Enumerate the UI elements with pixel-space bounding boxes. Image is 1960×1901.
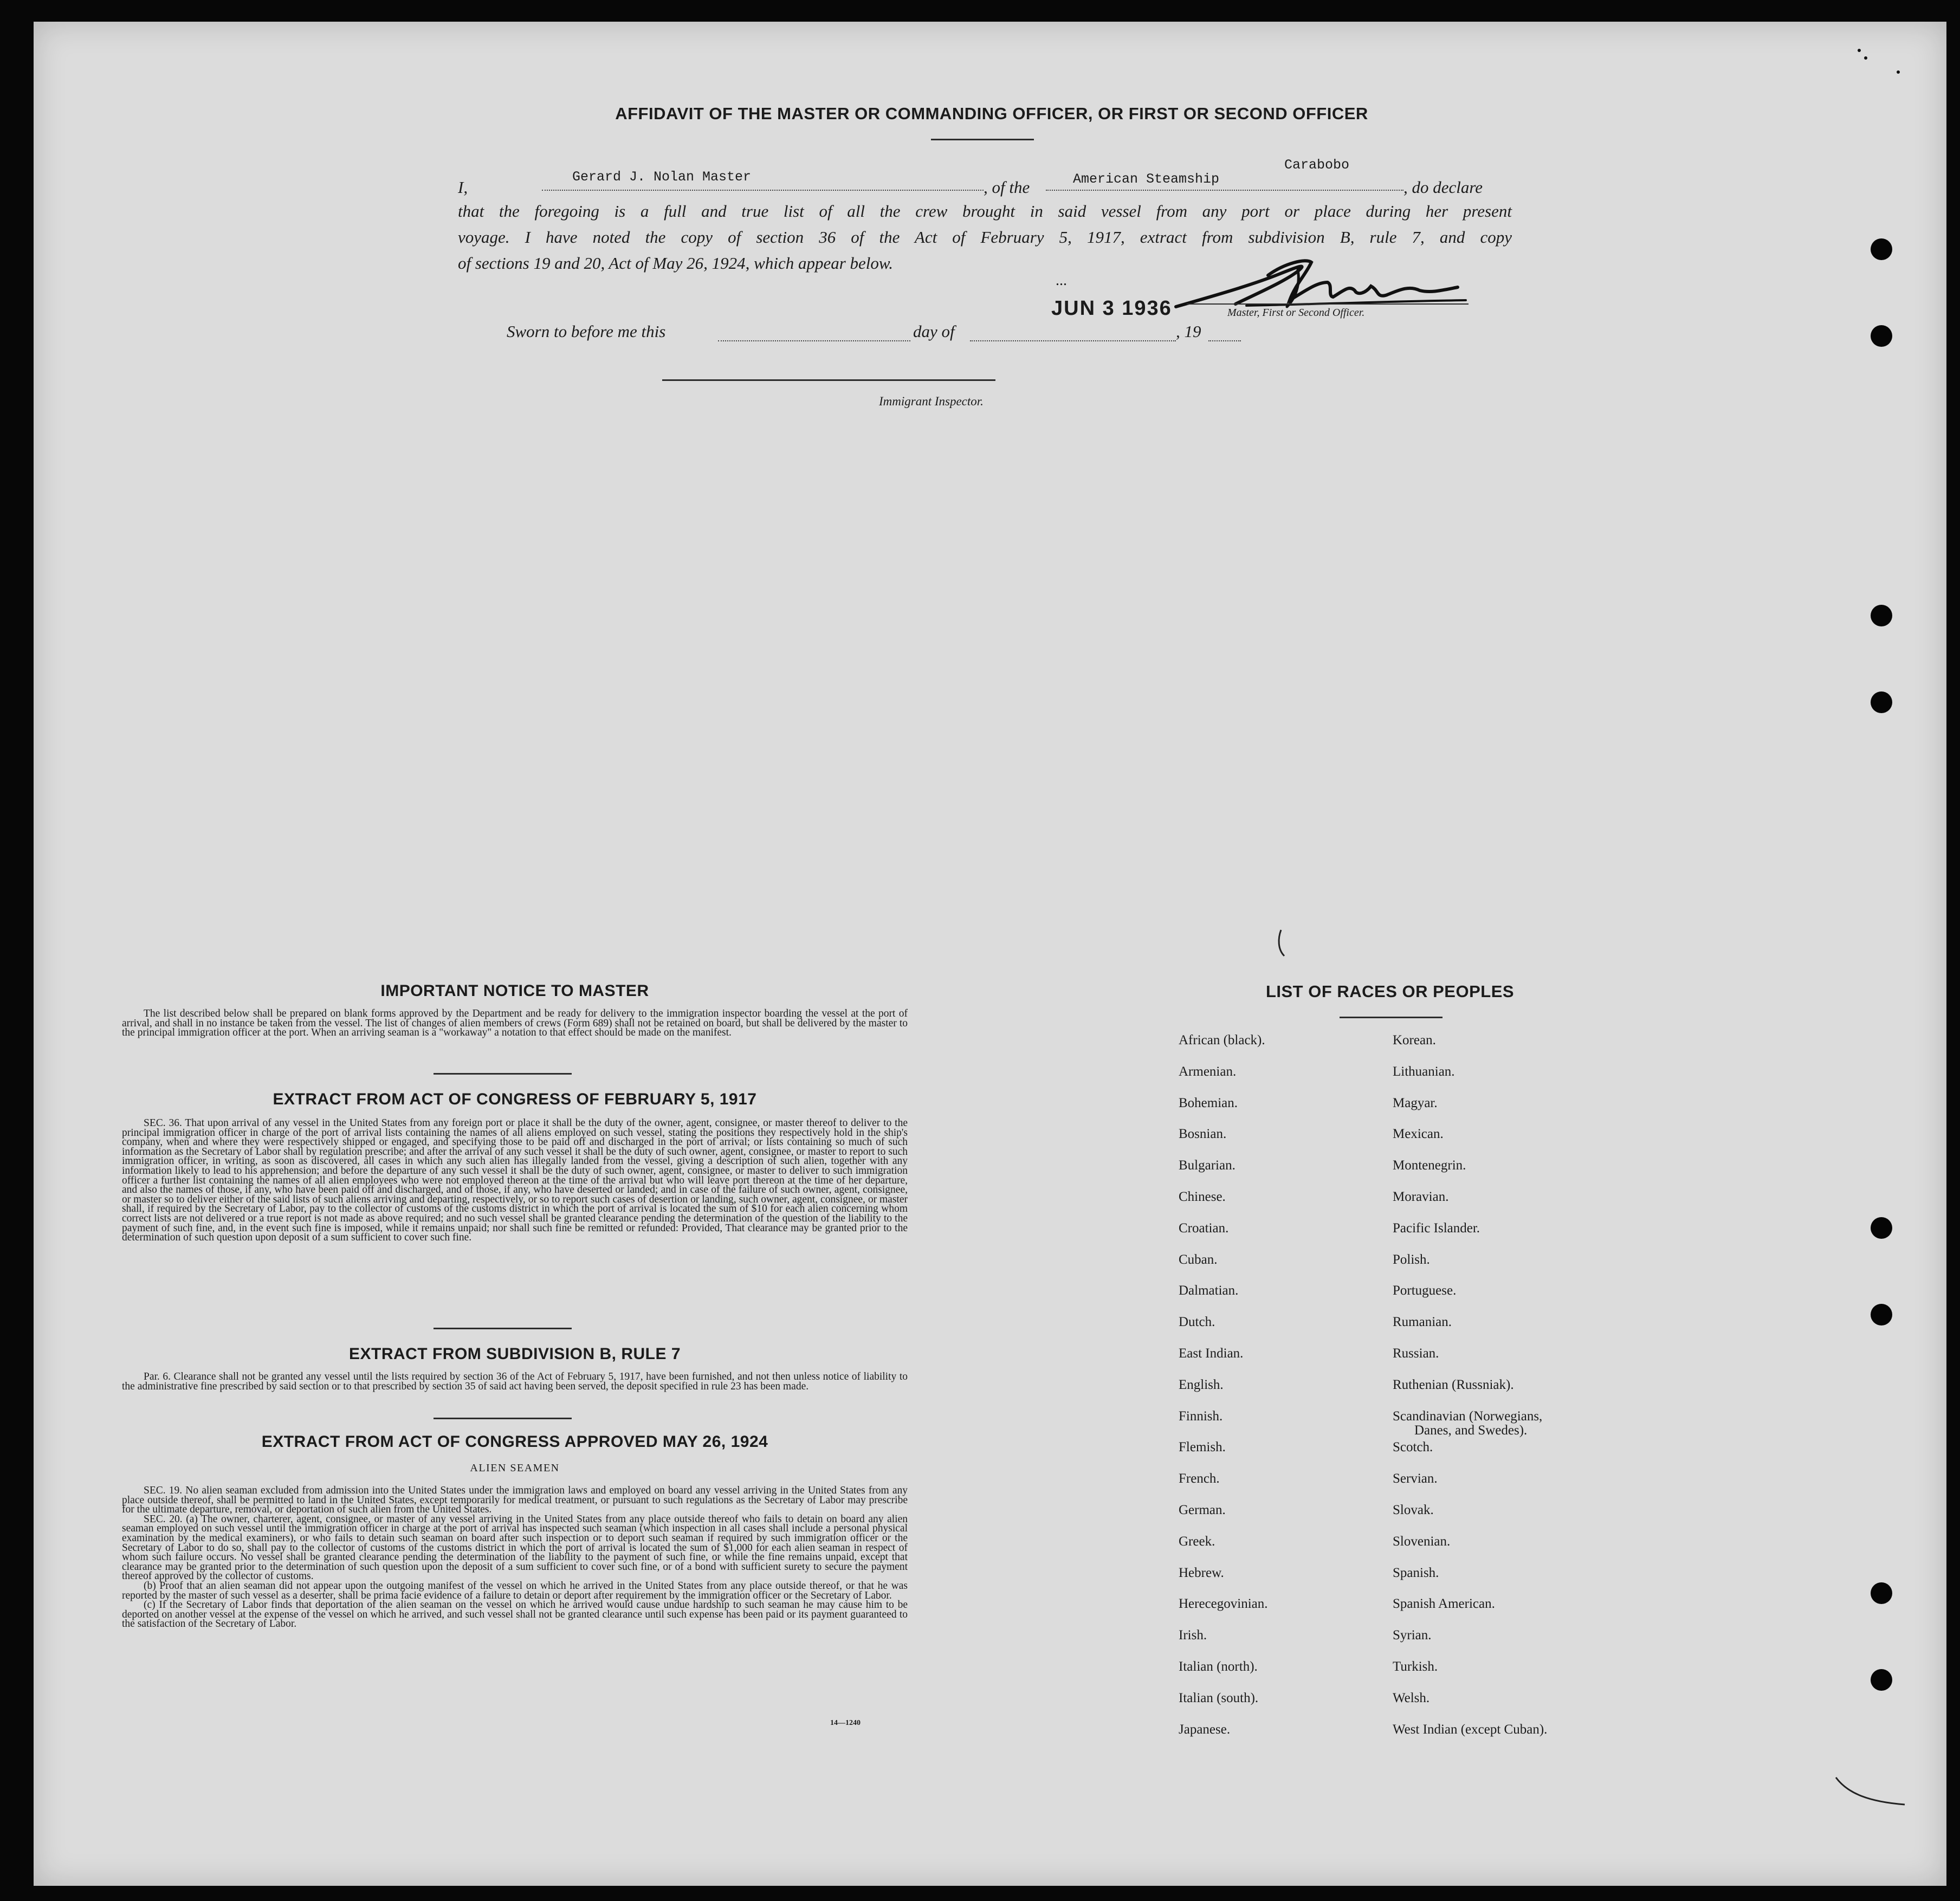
race-item: Italian (north). <box>1179 1659 1258 1674</box>
sworn-month-line <box>970 340 1176 341</box>
race-item: African (black). <box>1179 1033 1265 1048</box>
race-item: East Indian. <box>1179 1346 1244 1361</box>
race-item: Chinese. <box>1179 1189 1226 1204</box>
race-item: Lithuanian. <box>1393 1064 1455 1079</box>
extract-1917-text <box>122 1118 908 1243</box>
sec-20c-paragraph: (c) If the Secretary of Labor finds that deportation of the alien seaman on the vessel on which he arrived would cause undue hardship to such seaman he may cause him to be deported on another vessel at the expense of the vessel on which he arrived, and such vessel shall not be granted clearance until such expense has been paid or its payment guaranteed to the satisfaction of the Secretary of Labor. <box>122 1599 908 1630</box>
i-label: I, <box>458 178 468 197</box>
sworn-label: Sworn to before me this <box>507 322 666 341</box>
race-item: Magyar. <box>1393 1095 1438 1110</box>
master-name-typed: Gerard J. Nolan Master <box>572 169 752 185</box>
binder-hole <box>1871 1304 1892 1325</box>
race-item: Scandinavian (Norwegians, <box>1393 1408 1543 1424</box>
race-item: Dalmatian. <box>1179 1283 1239 1298</box>
race-item: Servian. <box>1393 1471 1438 1486</box>
race-item: Armenian. <box>1179 1064 1237 1079</box>
divider <box>1340 1017 1442 1018</box>
race-item: Bohemian. <box>1179 1095 1238 1110</box>
race-item: Spanish. <box>1393 1565 1439 1580</box>
race-item: Mexican. <box>1393 1127 1444 1142</box>
races-title: LIST OF RACES OR PEOPLES <box>1265 982 1515 1001</box>
race-item: Dutch. <box>1179 1315 1215 1330</box>
binder-hole <box>1871 605 1892 626</box>
inspector-signature-line <box>662 379 995 381</box>
race-item: Slovak. <box>1393 1503 1434 1517</box>
race-item: French. <box>1179 1471 1220 1486</box>
pen-mark <box>1832 1772 1907 1810</box>
divider <box>434 1073 572 1075</box>
day-of-label: day of <box>913 322 955 341</box>
affidavit-body-line: voyage. I have noted the copy of section 36 of the Act of February 5, 1917, extract from subdivision B, rule 7, and copy <box>458 228 1512 247</box>
signature-caption: Master, First or Second Officer. <box>1227 307 1365 319</box>
race-item: Russian. <box>1393 1346 1439 1361</box>
sec-20a-paragraph: SEC. 20. (a) The owner, charterer, agent, consignee, or master of any vessel arriving in the United States from any place outside thereof who fails to detain on board any alien seaman employed on such vessel until the immigration officer in charge at the port of arrival has inspected such seaman (which inspection in all cases shall include a personal physical examination by the medical examiners), or who fails to detain such seaman on board after such inspection or to deport such seaman if required by such immigration officer or the Secretary of Labor to do so, shall pay to the collector of customs of the customs district in which the port of arrival is located the sum of $1,000 for each alien seaman in respect of whom such failure occurs. No vessel shall be granted clearance pending the determination of the liability to the payment of such fine, or while the fine remains unpaid, except that clearance may be granted prior to the determination of such question upon the deposit of a sum sufficient to cover such fine, or of a bond with sufficient surety to secure the payment thereof approved by the collector of customs. <box>122 1513 908 1582</box>
race-item: Ruthenian (Russniak). <box>1393 1377 1514 1392</box>
race-item: Greek. <box>1179 1534 1215 1549</box>
race-item: Montenegrin. <box>1393 1158 1466 1173</box>
race-item: Irish. <box>1179 1628 1207 1643</box>
affidavit-title: AFFIDAVIT OF THE MASTER OR COMMANDING OFFICER, OR FIRST OR SECOND OFFICER <box>615 104 1368 123</box>
sec-36-paragraph: SEC. 36. That upon arrival of any vessel in the United States from any foreign port or place it shall be the duty of the owner, agent, consignee, or master thereof to deliver to the principal immigration officer in charge of the port of arrival lists containing the names of all aliens employed on such vessel, stating the positions they respectively hold in the ship's company, when and where they were respectively shipped or engaged, and specifying those to be paid off and discharged in the port of arrival; or lists containing so much of such information as the Secretary of Labor shall by regulation prescribe; and after the arrival of any such vessel it shall be the duty of such owner, agent, consignee, or master to report to such immigration officer, in writing, as soon as discovered, all cases in which any such alien has illegally landed from the vessel, giving a description of such alien, together with any information likely to lead to his apprehension; and before the departure of any such vessel it shall be the duty of such owner, agent, consignee, or master to deliver to such immigration officer a further list containing the names of all alien employees who were not employed thereon at the time of the arrival but who will leave port thereon at the time of her departure, and also the names of those, if any, who have been paid off and discharged, and of those, if any, who have deserted or landed; and in case of the failure of such owner, agent, consignee, or master so to deliver either of the said lists of such aliens arriving and departing, respectively, or so to report such cases of desertion or landing, such owner, agent, consignee, or master shall, if required by the Secretary of Labor, pay to the collector of customs of the customs district in which the port of arrival is located the sum of $10 for each alien concerning whom correct lists are not delivered or a true report is not made as above required; and no such vessel shall be granted clearance pending the determination of the question of the liability to the payment of such fine, and, in the event such fine is imposed, while it remains unpaid; nor shall such fine be remitted or refunded: Provided, That clearance may be granted prior to the determination of such question upon deposit of a sum sufficient to cover such fine. <box>122 1117 908 1244</box>
extract-1924-title: EXTRACT FROM ACT OF CONGRESS APPROVED MAY 26, 1924 <box>261 1433 768 1451</box>
vessel-type-typed: American Steamship <box>1073 171 1220 187</box>
extract-rule7-title: EXTRACT FROM SUBDIVISION B, RULE 7 <box>348 1345 681 1363</box>
binder-hole <box>1871 1582 1892 1604</box>
race-item: English. <box>1179 1377 1224 1392</box>
scan-speck <box>1864 56 1867 60</box>
race-item: Herecegovinian. <box>1179 1596 1268 1612</box>
race-item: Portuguese. <box>1393 1283 1457 1298</box>
race-item: Rumanian. <box>1393 1315 1452 1330</box>
extract-rule7-text <box>122 1372 908 1391</box>
stamp-dots: ... <box>1056 272 1067 289</box>
sworn-day-line <box>718 340 910 341</box>
signature-line <box>1187 303 1469 305</box>
divider <box>931 139 1034 140</box>
binder-hole <box>1871 1217 1892 1239</box>
sworn-year-line <box>1208 340 1241 341</box>
extract-1924-text <box>122 1486 908 1629</box>
notice-text <box>122 1009 908 1038</box>
binder-hole <box>1871 1669 1892 1691</box>
race-item: Slovenian. <box>1393 1534 1451 1549</box>
affidavit-body-line: that the foregoing is a full and true list of all the crew brought in said vessel from any port or place during her present <box>458 202 1512 221</box>
notice-title: IMPORTANT NOTICE TO MASTER <box>380 982 649 1000</box>
binder-hole <box>1871 325 1892 347</box>
pen-mark <box>1273 928 1290 960</box>
date-stamp: JUN 3 1936 <box>1051 297 1172 320</box>
race-item: Moravian. <box>1393 1189 1449 1204</box>
vessel-name-typed: Carabobo <box>1284 157 1350 173</box>
race-item: Scotch. <box>1393 1440 1433 1455</box>
race-item: Flemish. <box>1179 1440 1226 1455</box>
divider <box>434 1328 572 1329</box>
sec-20b-paragraph: (b) Proof that an alien seaman did not appear upon the outgoing manifest of the vessel on which he arrived in the United States from any place outside thereof, or that he was reported by the master of such vessel as a deserter, shall be prima facie evidence of a failure to detain or deport after requirement by the immigration officer or the Secretary of Labor. <box>122 1580 908 1601</box>
binder-hole <box>1871 691 1892 713</box>
affidavit-body-line: of sections 19 and 20, Act of May 26, 1924, which appear below. <box>458 254 894 273</box>
race-item: Japanese. <box>1179 1722 1231 1737</box>
of-the-label: , of the <box>984 178 1030 197</box>
do-declare-label: , do declare <box>1403 178 1483 197</box>
race-item: Korean. <box>1393 1033 1436 1048</box>
race-item: Spanish American. <box>1393 1596 1495 1612</box>
race-item: German. <box>1179 1503 1226 1517</box>
form-number: 14—1240 <box>830 1719 861 1727</box>
scan-speck <box>1897 70 1900 74</box>
vessel-field-line <box>1046 190 1403 191</box>
year-prefix-label: , 19 <box>1176 322 1201 341</box>
race-item: Bosnian. <box>1179 1127 1227 1142</box>
par-6-paragraph: Par. 6. Clearance shall not be granted any vessel until the lists required by section 36 of the Act of February 5, 1917, have been furnished, and not then unless notice of liability to the administrative fine prescribed by said section or to that prescribed by section 35 of said act having been served, the deposit specified in rule 23 has been made. <box>122 1371 908 1392</box>
name-field-line <box>542 190 984 191</box>
scan-speck <box>1858 49 1861 52</box>
inspector-caption: Immigrant Inspector. <box>879 395 984 408</box>
race-item: Croatian. <box>1179 1220 1229 1236</box>
race-item: West Indian (except Cuban). <box>1393 1722 1548 1737</box>
binder-hole <box>1871 238 1892 260</box>
race-item: Pacific Islander. <box>1393 1220 1480 1236</box>
race-item: Polish. <box>1393 1252 1430 1267</box>
alien-seamen-subtitle: ALIEN SEAMEN <box>470 1462 560 1474</box>
divider <box>434 1418 572 1419</box>
race-item: Welsh. <box>1393 1690 1430 1705</box>
extract-1917-title: EXTRACT FROM ACT OF CONGRESS OF FEBRUARY 5, 1917 <box>273 1090 757 1108</box>
race-item: Hebrew. <box>1179 1565 1224 1580</box>
race-item: Finnish. <box>1179 1408 1223 1424</box>
race-item: Cuban. <box>1179 1252 1218 1267</box>
notice-paragraph: The list described below shall be prepared on blank forms approved by the Department and be ready for delivery to the immigration inspector boarding the vessel at the port of arrival, and shall in no instance be taken from the vessel. The list of changes of alien members of crews (Form 689) shall not be retained on board, but shall be delivered by the master to the principal immigration officer at the port. When an arriving seaman is a "workaway" a notation to that effect should be made on the manifest. <box>122 1008 908 1039</box>
race-item: Syrian. <box>1393 1628 1432 1643</box>
race-item: Turkish. <box>1393 1659 1438 1674</box>
race-item: Bulgarian. <box>1179 1158 1235 1173</box>
sec-19-paragraph: SEC. 19. No alien seaman excluded from admission into the United States under the immigration laws and employed on board any vessel arriving in the United States from any place outside thereof, shall be permitted to land in the United States, except temporarily for medical treatment, or pursuant to such regulations as the Secretary of Labor may prescribe for the ultimate departure, removal, or deportation of such alien from the United States. <box>122 1485 908 1516</box>
race-item-continuation: Danes, and Swedes). <box>1414 1422 1528 1438</box>
race-item: Italian (south). <box>1179 1690 1259 1705</box>
